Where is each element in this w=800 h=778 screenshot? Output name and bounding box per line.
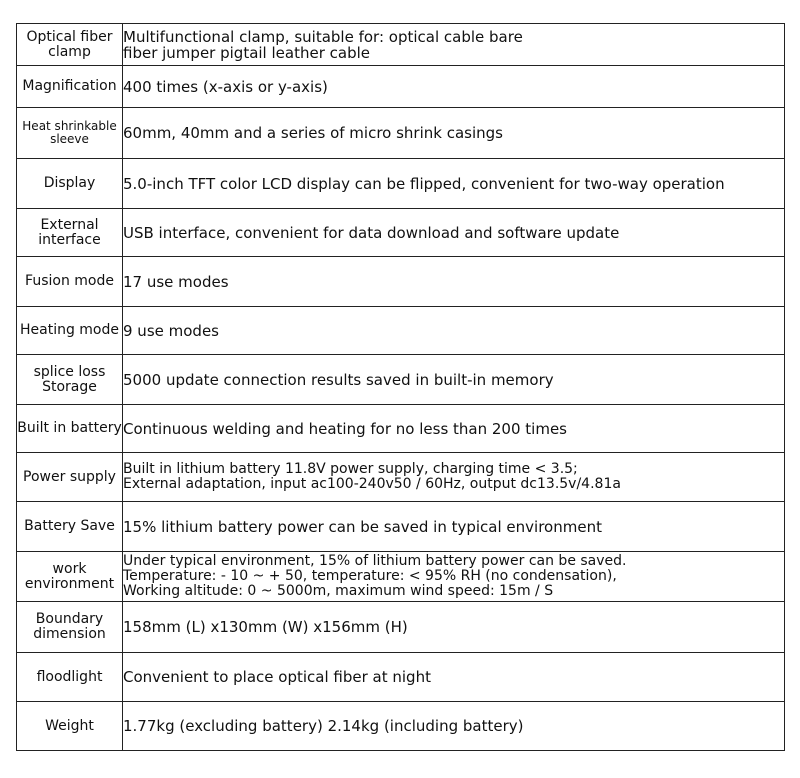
table-row bbox=[17, 108, 785, 159]
value-line: Convenient to place optical fiber at night bbox=[123, 668, 431, 686]
table-row bbox=[17, 702, 785, 751]
value-line: 1.77kg (excluding battery) 2.14kg (including battery) bbox=[123, 717, 524, 735]
table-row bbox=[17, 257, 785, 307]
row-value bbox=[123, 108, 785, 159]
table-row bbox=[17, 159, 785, 209]
row-value bbox=[123, 159, 785, 209]
row-value bbox=[123, 453, 785, 502]
row-value bbox=[123, 24, 785, 66]
row-label: External interface bbox=[17, 209, 123, 257]
row-label: Optical fiber clamp bbox=[17, 24, 123, 66]
table-row bbox=[17, 355, 785, 405]
table-row bbox=[17, 209, 785, 257]
table-row bbox=[17, 66, 785, 108]
table-row bbox=[17, 653, 785, 702]
row-label: splice loss Storage bbox=[17, 355, 123, 405]
value-line: fiber jumper pigtail leather cable bbox=[123, 43, 370, 62]
row-value bbox=[123, 405, 785, 453]
row-value bbox=[123, 209, 785, 257]
spec-table bbox=[16, 23, 785, 751]
table-row bbox=[17, 453, 785, 502]
value-line: 400 times (x-axis or y-axis) bbox=[123, 77, 328, 96]
row-value bbox=[123, 307, 785, 355]
value-line: Temperature: - 10 ~ + 50, temperature: < 95% RH (no condensation), bbox=[123, 568, 617, 584]
row-label: floodlight bbox=[17, 653, 123, 702]
value-line: 9 use modes bbox=[123, 321, 219, 340]
row-label: Fusion mode bbox=[17, 257, 123, 307]
value-line: Working altitude: 0 ~ 5000m, maximum wind speed: 15m / S bbox=[123, 583, 554, 599]
row-label: Built in battery bbox=[17, 405, 123, 453]
value-line: External adaptation, input ac100-240v50 / 60Hz, output dc13.5v/4.81a bbox=[123, 476, 621, 492]
value-line: 60mm, 40mm and a series of micro shrink casings bbox=[123, 124, 503, 142]
row-value bbox=[123, 66, 785, 108]
row-label: Weight bbox=[17, 702, 123, 751]
row-value bbox=[123, 552, 785, 602]
row-label: Heat shrinkable sleeve bbox=[17, 108, 123, 159]
row-label: Heating mode bbox=[17, 307, 123, 355]
table-row bbox=[17, 552, 785, 602]
value-line: 17 use modes bbox=[123, 272, 229, 291]
value-line: Multifunctional clamp, suitable for: optical cable bare bbox=[123, 27, 523, 46]
value-line: USB interface, convenient for data download and software update bbox=[123, 223, 620, 242]
value-line: 5000 update connection results saved in built-in memory bbox=[123, 370, 554, 389]
table-row bbox=[17, 24, 785, 66]
row-label: Power supply bbox=[17, 453, 123, 502]
row-value bbox=[123, 502, 785, 552]
value-line: 158mm (L) x130mm (W) x156mm (H) bbox=[123, 618, 408, 636]
table-row bbox=[17, 502, 785, 552]
row-label: Boundary dimension bbox=[17, 602, 123, 653]
row-label: Battery Save bbox=[17, 502, 123, 552]
row-value bbox=[123, 355, 785, 405]
value-line: Under typical environment, 15% of lithium battery power can be saved. bbox=[123, 553, 627, 569]
row-value bbox=[123, 653, 785, 702]
row-value bbox=[123, 257, 785, 307]
value-line: Built in lithium battery 11.8V power supply, charging time < 3.5; bbox=[123, 461, 578, 477]
value-line: Continuous welding and heating for no less than 200 times bbox=[123, 419, 567, 438]
row-label: Display bbox=[17, 159, 123, 209]
row-label: Magnification bbox=[17, 66, 123, 108]
row-value bbox=[123, 702, 785, 751]
table-row bbox=[17, 405, 785, 453]
table-row bbox=[17, 307, 785, 355]
table-row bbox=[17, 602, 785, 653]
row-value bbox=[123, 602, 785, 653]
value-line: 15% lithium battery power can be saved in typical environment bbox=[123, 517, 602, 536]
value-line: 5.0-inch TFT color LCD display can be flipped, convenient for two-way operation bbox=[123, 174, 725, 193]
row-label: work environment bbox=[17, 552, 123, 602]
